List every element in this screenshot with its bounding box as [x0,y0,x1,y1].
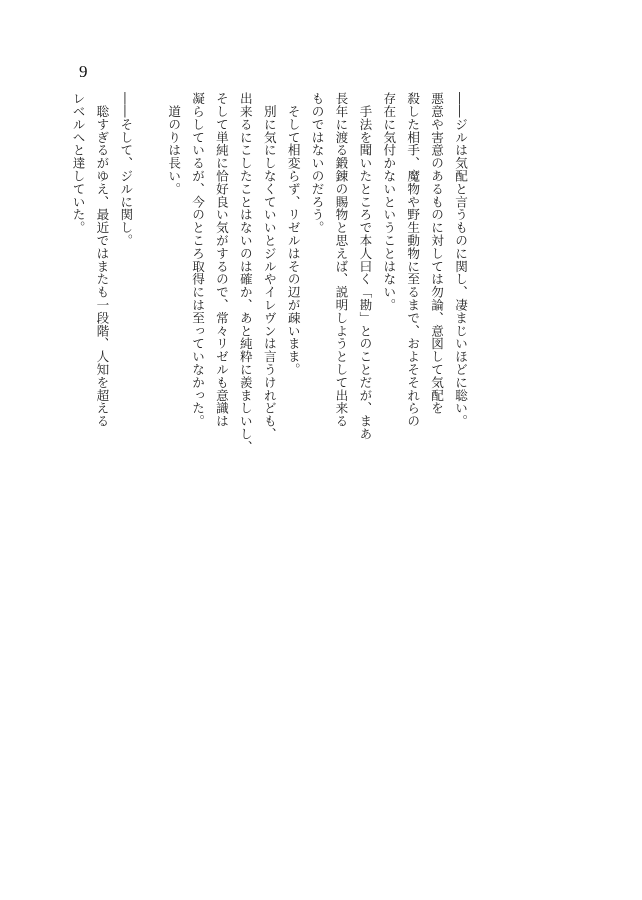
text-line: 凝らしているが、今のところ取得には至っていなかった。 [190,92,206,428]
text-line: そして相変らず、リゼルはその辺が疎いまま。 [285,92,301,376]
text-line: 存在に気付かないということはない。 [381,92,397,312]
text-line: 悪意や害意のあるものに対しては勿論、意図して気配を [429,92,445,415]
text-line: 聡すぎるがゆえ、最近ではまたも一段階、人知を超える [94,92,110,428]
text-line: 道のりは長い。 [166,92,182,196]
text-line: ――ジルは気配と言うものに関し、凄まじいほどに聡い。 [453,92,468,428]
text-line: ものではないのだろう。 [309,92,325,234]
vertical-text-body [66,92,472,452]
text-line: 別に気にしなくていいとジルやイレヴンは言うけれども、 [261,92,277,441]
text-line: そして単純に恰好良い気がするので、常々リゼルも意識は [213,92,229,428]
text-line: 殺した相手、魔物や野生動物に至るまで、およそそれらの [405,92,421,428]
text-line: 手法を聞いたところで本人曰く「勘」とのことだが、まあ [357,92,373,441]
page-number: 9 [79,62,88,81]
text-line: レベルへと達していた。 [70,92,86,234]
text-line: ――そして、ジルに関し。 [118,92,134,247]
text-line: 長年に渡る鍛錬の賜物と思えば、説明しようとして出来る [333,92,349,428]
paragraph-gap [137,92,161,452]
text-line: 出来るにこしたことはないのは確か、あと純粋に羨ましいし、 [237,92,253,454]
